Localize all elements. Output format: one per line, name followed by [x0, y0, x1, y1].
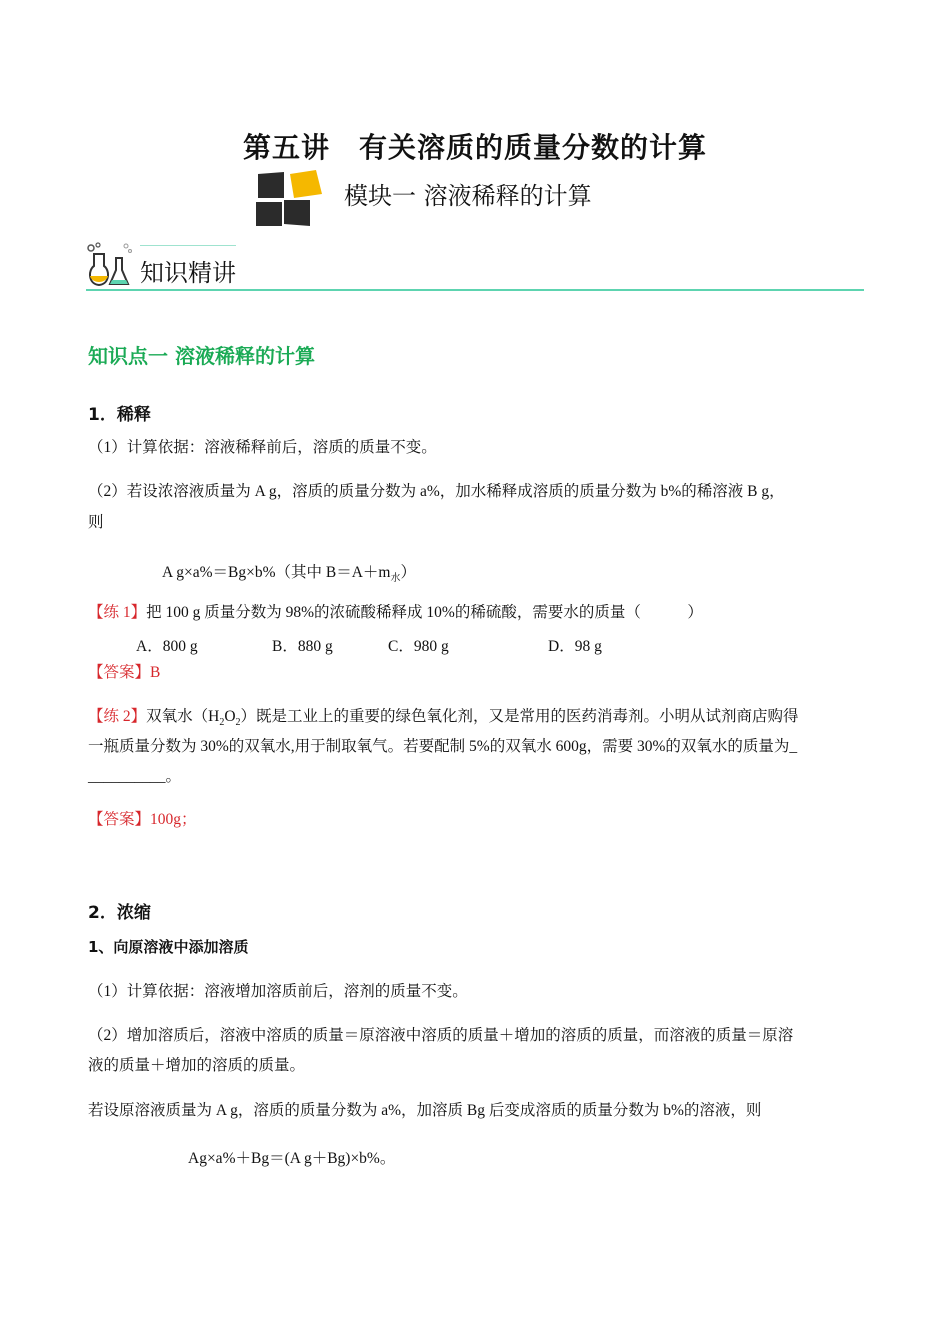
- exercise-2-answer-tag: 【答案】: [88, 811, 151, 828]
- lab-flask-icon: [86, 242, 132, 288]
- section-divider: [86, 289, 864, 291]
- concentration-paragraph-3: 若设原溶液质量为 A g，溶质的质量分数为 a%，加溶质 Bg 后变成溶质的质量分数为 b%的溶液，则: [88, 1102, 762, 1119]
- exercise-1-option-d: D．98 g: [548, 638, 602, 655]
- exercise-2-tag: 【练 2】: [88, 708, 147, 725]
- exercise-2-text-b: O: [224, 708, 236, 725]
- exercise-1-question: 把 100 g 质量分数为 98%的浓硫酸稀释成 10%的稀硫酸，需要水的质量（ ）: [146, 604, 703, 621]
- formula-text: A g×a%＝Bg×b%（其中 B＝A＋m: [162, 564, 391, 581]
- exercise-2-text-a: 双氧水（H: [146, 708, 220, 725]
- concentration-heading: 2．浓缩: [88, 903, 151, 923]
- concentration-paragraph-1: （1）计算依据：溶液增加溶质前后，溶剂的质量不变。: [88, 983, 468, 1000]
- exercise-2-text-c: ）既是工业上的重要的绿色氧化剂，又是常用的医药消毒剂。小明从试剂商店购得: [240, 708, 799, 725]
- dilution-formula: [162, 560, 416, 584]
- concentration-formula: Ag×a%＋Bg＝(A g＋Bg)×b%。: [188, 1150, 396, 1167]
- exercise-2-answer-value: 100g；: [150, 811, 197, 828]
- exercise-1-answer: [88, 658, 160, 688]
- exercise-2-line-2: 一瓶质量分数为 30%的双氧水,用于制取氧气。若要配制 5%的双氧水 600g，需要 30%的双氧水的质量为_: [88, 738, 798, 755]
- exercise-1-answer-value: B: [150, 664, 161, 681]
- module-title: 模块一 溶液稀释的计算: [344, 182, 592, 210]
- exercise-1-tag: 【练 1】: [88, 604, 147, 621]
- dilution-paragraph-1: （1）计算依据：溶液稀释前后，溶质的质量不变。: [88, 439, 437, 456]
- concentration-paragraph-2-line-2: 液的质量＋增加的溶质的质量。: [88, 1057, 306, 1074]
- section-title: 知识精讲: [140, 259, 236, 287]
- dilution-heading: 1．稀释: [88, 405, 151, 425]
- concentration-subheading: 1、向原溶液中添加溶质: [88, 938, 249, 956]
- exercise-1-option-a: A．800 g: [136, 638, 198, 655]
- exercise-2-line-3: __________。: [88, 768, 182, 785]
- exercise-2-sub-2: 2: [235, 717, 241, 729]
- dilution-paragraph-2-line-2: 则: [88, 514, 104, 531]
- knowledge-point-title: 知识点一 溶液稀释的计算: [88, 344, 315, 368]
- exercise-1: [88, 598, 703, 628]
- formula-end: ）: [400, 564, 416, 581]
- exercise-2-sub-1: 2: [219, 717, 225, 729]
- dilution-paragraph-2-line-1: （2）若设浓溶液质量为 A g，溶质的质量分数为 a%，加水稀释成溶质的质量分数为 b%的稀溶液 B g，: [88, 483, 785, 500]
- concentration-paragraph-2-line-1: （2）增加溶质后，溶液中溶质的质量＝原溶液中溶质的质量＋增加的溶质的质量，而溶液的质量＝原溶: [88, 1027, 794, 1044]
- exercise-1-option-b: B．880 g: [272, 638, 333, 655]
- module-blocks-icon: [254, 170, 326, 226]
- section-top-divider: [140, 245, 236, 246]
- exercise-1-option-c: C．980 g: [388, 638, 449, 655]
- page-title: 第五讲 有关溶质的质量分数的计算: [242, 131, 707, 164]
- exercise-2-answer: [88, 805, 197, 835]
- formula-subscript: 水: [390, 573, 401, 585]
- exercise-1-answer-tag: 【答案】: [88, 664, 151, 681]
